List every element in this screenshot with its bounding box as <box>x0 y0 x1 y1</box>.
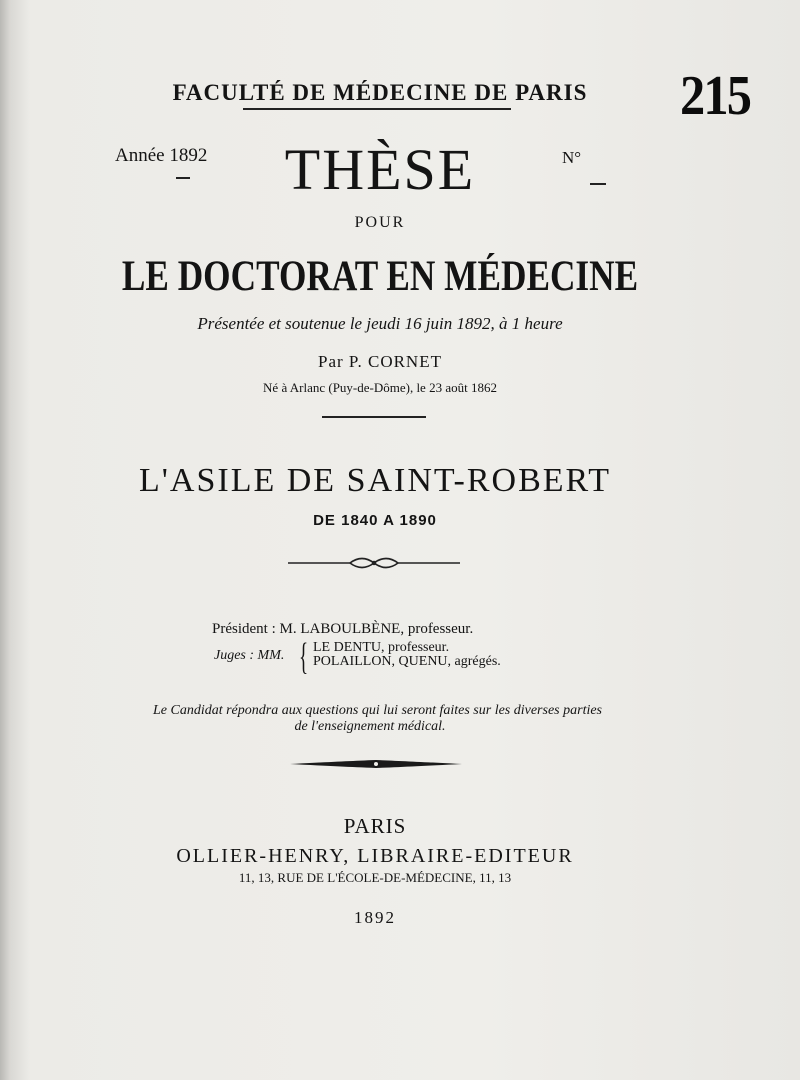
degree-heading: LE DOCTORAT EN MÉDECINE <box>121 253 639 300</box>
birth-line: Né à Arlanc (Puy-de-Dôme), le 23 août 1862 <box>263 380 497 395</box>
thesis-title: THÈSE <box>284 137 476 202</box>
faculty-heading: FACULTÉ DE MÉDECINE DE PARIS <box>172 80 588 105</box>
divider-rule <box>322 416 426 418</box>
imprint-city: PARIS <box>343 814 407 838</box>
pour-label: POUR <box>354 214 406 231</box>
imprint-year: 1892 <box>354 908 396 927</box>
candidate-note-line-1: Le Candidat répondra aux questions qui lui seront faites sur les diverses parties <box>152 703 603 718</box>
heading-underline <box>243 108 511 110</box>
year-label: Année 1892 <box>115 145 208 166</box>
jury-judge-line-2: POLAILLON, QUENU, agrégés. <box>313 654 501 669</box>
ornament-divider-2 <box>290 758 462 770</box>
number-dash <box>590 183 606 185</box>
author-line: Par P. CORNET <box>318 352 442 371</box>
number-label: N° <box>562 148 582 167</box>
stamp-number: 215 <box>680 65 751 127</box>
brace-icon: { <box>299 636 309 678</box>
work-subtitle: DE 1840 A 1890 <box>313 512 437 529</box>
imprint-publisher: OLLIER-HENRY, LIBRAIRE-EDITEUR <box>176 845 574 867</box>
work-title: L'ASILE DE SAINT-ROBERT <box>139 462 611 499</box>
ornament-divider <box>288 556 460 570</box>
presentation-line: Présentée et soutenue le jeudi 16 juin 1892, à 1 heure <box>197 314 563 333</box>
imprint-address: 11, 13, RUE DE L'ÉCOLE-DE-MÉDECINE, 11, 13 <box>238 870 512 885</box>
candidate-note-line-2: de l'enseignement médical. <box>294 719 446 734</box>
jury-president: Président : M. LABOULBÈNE, professeur. <box>212 621 474 637</box>
jury-judges-label: Juges : MM. <box>214 648 285 663</box>
jury-judge-line-1: LE DENTU, professeur. <box>313 640 450 655</box>
